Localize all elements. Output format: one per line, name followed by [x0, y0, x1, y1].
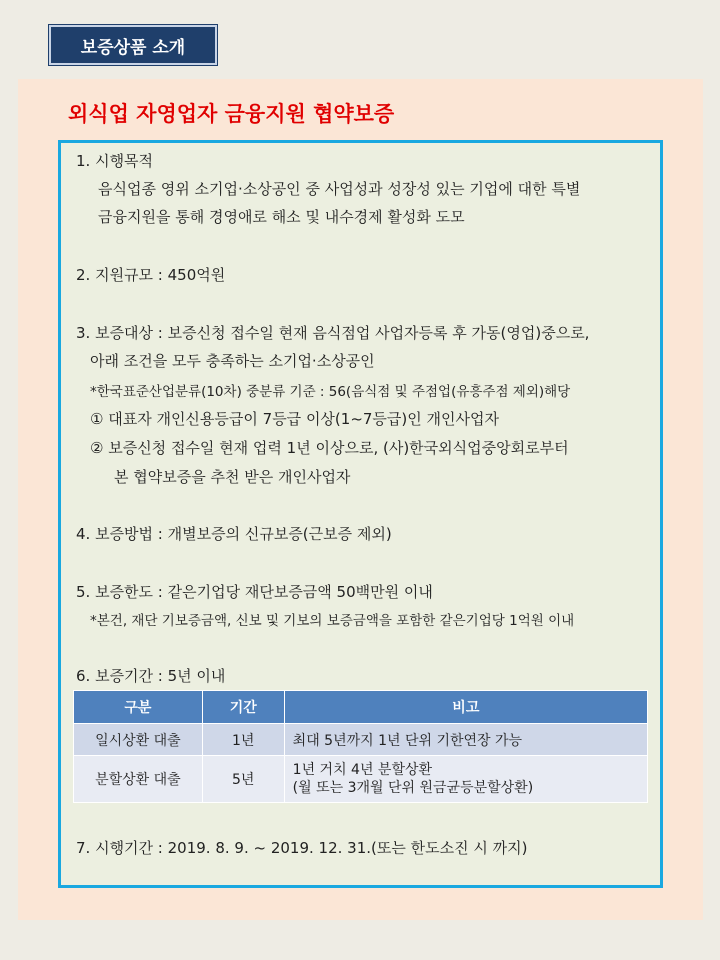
section-5-line1: 5. 보증한도 : 같은기업당 재단보증금액 50백만원 이내	[76, 583, 433, 601]
section-6: 6. 보증기간 : 5년 이내	[76, 667, 226, 685]
section-4: 4. 보증방법 : 개별보증의 신규보증(근보증 제외)	[76, 525, 392, 543]
table-cell-note: 최대 5년까지 1년 단위 기한연장 가능	[284, 724, 647, 756]
section-1-text-line2: 금융지원을 통해 경영애로 해소 및 내수경제 활성화 도모	[98, 208, 465, 226]
section-7: 7. 시행기간 : 2019. 8. 9. ~ 2019. 12. 31.(또는 한도소진 시 까지)	[76, 839, 528, 857]
section-2: 2. 지원규모 : 450억원	[76, 266, 226, 284]
table-header-row	[74, 691, 648, 724]
table-row	[74, 724, 648, 756]
table-cell-type: 분할상환 대출	[74, 756, 203, 803]
table-header-period: 기간	[202, 691, 284, 724]
table-cell-type: 일시상환 대출	[74, 724, 203, 756]
table-note-line1: 1년 거치 4년 분할상환	[292, 762, 433, 778]
section-badge: 보증상품 소개	[49, 25, 217, 65]
section-5-note: *본건, 재단 기보증금액, 신보 및 기보의 보증금액을 포함한 같은기업당 1억원 이내	[90, 613, 575, 629]
section-3-item2-line2: 본 협약보증을 추천 받은 개인사업자	[114, 468, 351, 486]
section-3-item2-line1: ② 보증신청 접수일 현재 업력 1년 이상으로, (사)한국외식업중앙회로부터	[90, 439, 569, 457]
section-1-text-line1: 음식업종 영위 소기업·소상공인 중 사업성과 성장성 있는 기업에 대한 특별	[98, 180, 581, 198]
section-3-line2: 아래 조건을 모두 충족하는 소기업·소상공인	[90, 352, 375, 370]
table-cell-note	[284, 756, 647, 803]
section-1-heading: 1. 시행목적	[76, 152, 154, 170]
terms-table	[73, 690, 648, 803]
table-row	[74, 756, 648, 803]
section-3-item1: ① 대표자 개인신용등급이 7등급 이상(1~7등급)인 개인사업자	[90, 410, 499, 428]
section-3-line1: 3. 보증대상 : 보증신청 접수일 현재 음식점업 사업자등록 후 가동(영업)중으로,	[76, 324, 590, 342]
table-header-type: 구분	[74, 691, 203, 724]
table-cell-period: 5년	[202, 756, 284, 803]
table-header-note: 비고	[284, 691, 647, 724]
section-3-note: *한국표준산업분류(10차) 중분류 기준 : 56(음식점 및 주점업(유흥주점 제외)해당	[90, 384, 571, 400]
table-cell-period: 1년	[202, 724, 284, 756]
table-note-line2: (월 또는 3개월 단위 원금균등분할상환)	[292, 780, 534, 796]
page-title: 외식업 자영업자 금융지원 협약보증	[68, 102, 395, 126]
